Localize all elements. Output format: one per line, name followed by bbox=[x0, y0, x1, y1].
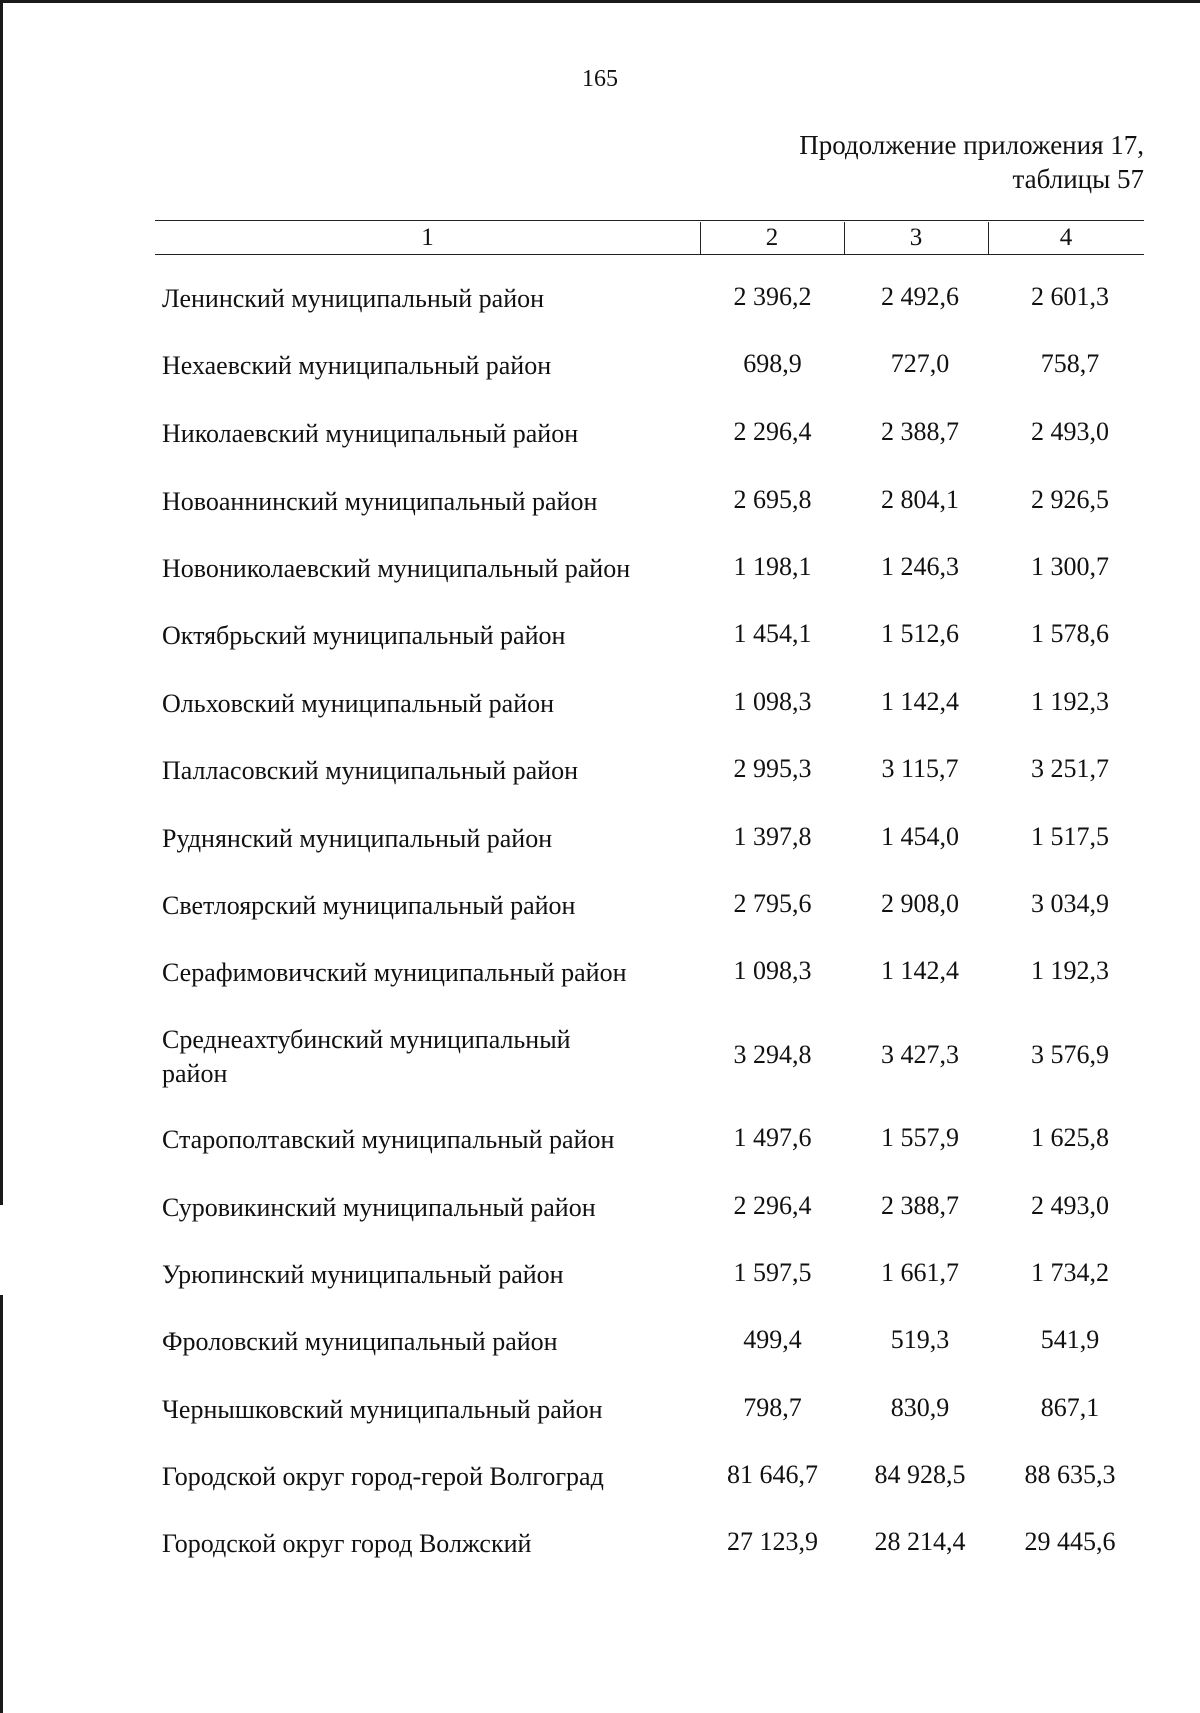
row-value-col-4: 3 251,7 bbox=[1031, 754, 1109, 783]
row-value-col-4: 3 034,9 bbox=[1031, 889, 1109, 918]
row-name: Суровикинский муниципальный район bbox=[162, 1193, 596, 1222]
row-value-col-3: 727,0 bbox=[890, 349, 950, 378]
row-value-col-2: 2 695,8 bbox=[733, 485, 812, 514]
row-value-col-3: 1 246,3 bbox=[881, 552, 959, 581]
row-value-col-4: 88 635,3 bbox=[1024, 1460, 1116, 1489]
header-col-4: 4 bbox=[1059, 224, 1073, 251]
row-value-col-3: 84 928,5 bbox=[874, 1460, 966, 1489]
row-name: Чернышковский муниципальный район bbox=[162, 1395, 603, 1424]
row-value-col-2: 81 646,7 bbox=[727, 1460, 818, 1489]
row-name: Палласовский муниципальный район bbox=[162, 756, 578, 785]
row-name: Ленинский муниципальный район bbox=[162, 284, 545, 313]
row-value-col-4: 2 601,3 bbox=[1031, 282, 1109, 311]
row-value-col-4: 2 926,5 bbox=[1031, 485, 1109, 514]
row-name: Фроловский муниципальный район bbox=[162, 1327, 558, 1356]
row-value-col-3: 1 454,0 bbox=[881, 822, 959, 851]
row-value-col-2: 3 294,8 bbox=[733, 1040, 812, 1069]
row-value-col-3: 2 492,6 bbox=[881, 282, 959, 311]
row-name: Николаевский муниципальный район bbox=[162, 419, 579, 448]
row-name: Серафимовичский муниципальный район bbox=[162, 958, 627, 987]
header-rule-top bbox=[155, 220, 1144, 221]
row-value-col-2: 27 123,9 bbox=[727, 1527, 818, 1556]
row-value-col-4: 1 578,6 bbox=[1031, 619, 1109, 648]
row-value-col-4: 1 300,7 bbox=[1031, 552, 1109, 581]
row-value-col-2: 2 296,4 bbox=[733, 1191, 812, 1220]
row-name: Новониколаевский муниципальный район bbox=[162, 554, 631, 583]
row-name: Городской округ город Волжский bbox=[162, 1529, 532, 1558]
row-name: Руднянский муниципальный район bbox=[162, 824, 553, 853]
row-value-col-3: 2 804,1 bbox=[881, 485, 959, 514]
row-value-col-4: 1 734,2 bbox=[1031, 1258, 1109, 1287]
continuation-line-2: таблицы 57 bbox=[1012, 164, 1144, 194]
continuation-line-1: Продолжение приложения 17, bbox=[799, 130, 1144, 160]
row-value-col-2: 2 795,6 bbox=[733, 889, 812, 918]
row-value-col-2: 798,7 bbox=[743, 1393, 802, 1422]
row-value-col-4: 1 517,5 bbox=[1031, 822, 1109, 851]
row-value-col-3: 519,3 bbox=[890, 1325, 950, 1354]
row-value-col-2: 1 454,1 bbox=[733, 619, 812, 648]
row-name: Светлоярский муниципальный район bbox=[162, 891, 576, 920]
row-value-col-4: 1 192,3 bbox=[1031, 687, 1109, 716]
row-value-col-4: 3 576,9 bbox=[1031, 1040, 1109, 1069]
row-name: Городской округ город-герой Волгоград bbox=[162, 1462, 604, 1491]
row-name: Урюпинский муниципальный район bbox=[162, 1260, 564, 1289]
row-value-col-3: 1 512,6 bbox=[881, 619, 959, 648]
row-value-col-4: 1 625,8 bbox=[1031, 1123, 1109, 1152]
row-name: Ольховский муниципальный район bbox=[162, 689, 555, 718]
row-value-col-2: 2 296,4 bbox=[733, 417, 812, 446]
header-col-2: 2 bbox=[765, 224, 779, 251]
header-col-1: 1 bbox=[421, 224, 434, 251]
row-value-col-2: 1 098,3 bbox=[733, 687, 812, 716]
row-value-col-4: 2 493,0 bbox=[1031, 417, 1109, 446]
header-col-3: 3 bbox=[909, 224, 923, 251]
row-value-col-3: 28 214,4 bbox=[874, 1527, 966, 1556]
row-value-col-2: 1 497,6 bbox=[733, 1123, 812, 1152]
row-value-col-3: 2 908,0 bbox=[881, 889, 959, 918]
row-value-col-3: 2 388,7 bbox=[881, 1191, 959, 1220]
row-name: Октябрьский муниципальный район bbox=[162, 621, 566, 650]
row-value-col-3: 830,9 bbox=[890, 1393, 950, 1422]
header-rule-bottom bbox=[155, 254, 1144, 255]
row-value-col-3: 3 115,7 bbox=[881, 754, 959, 783]
row-value-col-3: 1 661,7 bbox=[881, 1258, 959, 1287]
row-value-col-2: 499,4 bbox=[743, 1325, 802, 1354]
row-value-col-4: 867,1 bbox=[1040, 1393, 1100, 1422]
row-value-col-2: 1 597,5 bbox=[733, 1258, 812, 1287]
row-name: Новоаннинский муниципальный район bbox=[162, 487, 598, 516]
page-number: 165 bbox=[582, 66, 618, 92]
row-value-col-2: 1 397,8 bbox=[733, 822, 812, 851]
row-value-col-2: 1 098,3 bbox=[733, 956, 812, 985]
scan-edge-left-gap bbox=[0, 1205, 3, 1295]
row-value-col-4: 1 192,3 bbox=[1031, 956, 1109, 985]
scan-edge-top bbox=[0, 0, 1200, 3]
row-value-col-2: 2 995,3 bbox=[733, 754, 812, 783]
row-value-col-2: 698,9 bbox=[743, 349, 802, 378]
row-value-col-3: 1 142,4 bbox=[881, 687, 959, 716]
row-value-col-4: 29 445,6 bbox=[1024, 1527, 1116, 1556]
row-value-col-2: 2 396,2 bbox=[733, 282, 812, 311]
row-value-col-3: 1 142,4 bbox=[881, 956, 959, 985]
row-name: Среднеахтубинский муниципальный район bbox=[162, 1025, 571, 1088]
row-value-col-3: 2 388,7 bbox=[881, 417, 959, 446]
scan-edge-left bbox=[0, 0, 3, 1713]
appendix-continuation-note bbox=[799, 128, 1144, 196]
row-name: Нехаевский муниципальный район bbox=[162, 351, 552, 380]
row-value-col-3: 3 427,3 bbox=[881, 1040, 959, 1069]
row-name: Старополтавский муниципальный район bbox=[162, 1125, 615, 1154]
row-value-col-4: 541,9 bbox=[1040, 1325, 1100, 1354]
row-value-col-4: 2 493,0 bbox=[1031, 1191, 1109, 1220]
row-value-col-3: 1 557,9 bbox=[881, 1123, 959, 1152]
row-value-col-4: 758,7 bbox=[1040, 349, 1100, 378]
row-value-col-2: 1 198,1 bbox=[733, 552, 812, 581]
